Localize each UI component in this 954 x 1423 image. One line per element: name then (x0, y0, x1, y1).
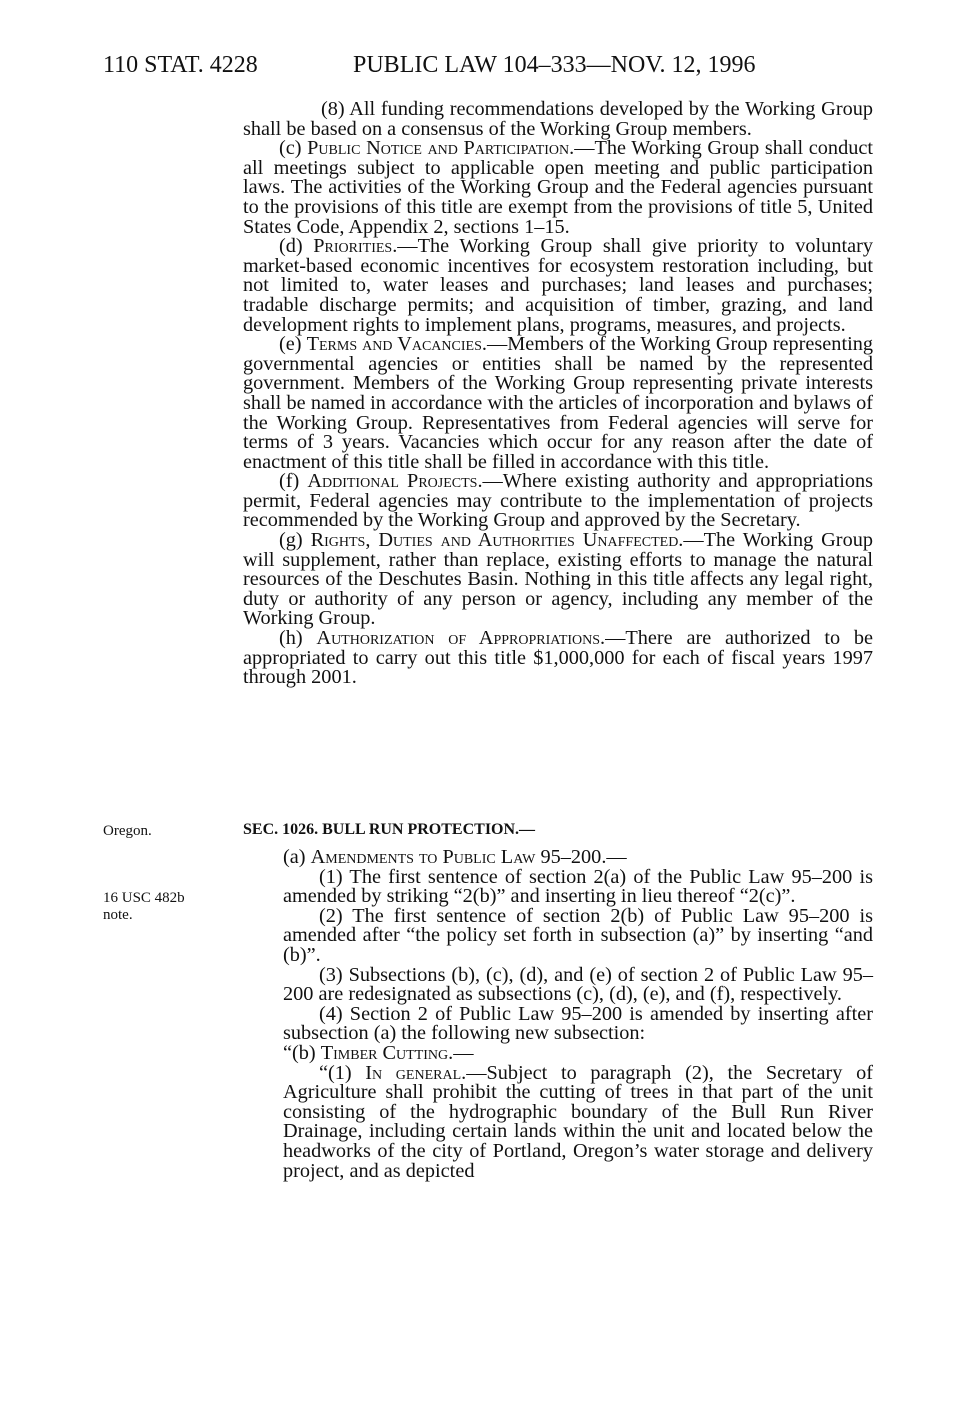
quoted-paragraph-1-title: In general. (365, 1061, 467, 1084)
paragraph-a2: (2) The first sentence of section 2(b) of Public Law 95–200 is amended after “the policy set forth in subsection (a)” by inserting “and (b)”. (283, 904, 873, 966)
subsection-f: (f) Additional Projects.—Where existing authority and appropriations permit, Federal agencies may contribute to the implementation of projects recommended by the Working Group and approved by the Secretary. (243, 470, 873, 532)
stat-page-number: 110 STAT. 4228 (103, 52, 258, 78)
subsection-a: (a) Amendments to Public Law 95–200.— (283, 846, 627, 868)
section-1026-heading: SEC. 1026. BULL RUN PROTECTION.— (243, 821, 536, 838)
public-law-citation: PUBLIC LAW 104–333—NOV. 12, 1996 (353, 52, 756, 78)
subsection-f-title: Additional Projects. (307, 470, 483, 493)
subsection-a-title: Amendments to Public Law 95–200. (310, 846, 607, 868)
subsection-c: (c) Public Notice and Participation.—The Working Group shall conduct all meetings subject to applicable open meeting and public participation laws. The activities of the Working Group and the Federal agencies pursuant to the provisions of this title are exempt from the provisions of title 5, United States Code, Appendix 2, sections 1–15. (243, 137, 873, 238)
page-header (103, 52, 883, 86)
paragraph-8: (8) All funding recommendations developed by the Working Group shall be based on a consensus of the Working Group members. (243, 98, 873, 140)
margin-note-oregon: Oregon. (103, 823, 152, 839)
quoted-subsection-b-title: Timber Cutting. (320, 1041, 454, 1064)
paragraph-a1: (1) The first sentence of section 2(a) of the Public Law 95–200 is amended by striking “2(b)” and inserting in lieu thereof “2(c)”. (283, 865, 873, 908)
paragraph-a3: (3) Subsections (b), (c), (d), and (e) of section 2 of Public Law 95–200 are redesignated as subsections (c), (d), (e), and (f), respectively. (283, 963, 873, 1006)
subsection-e-title: Terms and Vacancies. (306, 333, 487, 356)
main-text-block (243, 100, 873, 688)
section-1026-text (283, 848, 873, 1181)
subsection-e: (e) Terms and Vacancies.—Members of the Working Group representing governmental agencies or entities shall be named by the represented government. Members of the Working Group representing private interests shall be named in accordance with the articles of incorporation and bylaws of the Working Group. Representatives from Federal agencies will serve for terms of 3 years. Vacancies which occur for any reason after the date of enactment of this title shall be filled in accordance with this title. (243, 333, 874, 473)
subsection-h: (h) Authorization of Appropriations.—There are authorized to be appropriated to carry out this title $1,000,000 for each of fiscal years 1997 through 2001. (243, 627, 874, 689)
subsection-d: (d) Priorities.—The Working Group shall give priority to voluntary market-based economic incentives for ecosystem restoration including, but not limited to, water leases and purchases; land leases and purchases; tradable discharge permits; and acquisition of timber, grazing, and land development rights to implement plans, programs, measures, and projects. (243, 235, 873, 336)
subsection-d-title: Priorities. (313, 235, 398, 258)
subsection-h-title: Authorization of Appropriations. (316, 627, 606, 650)
paragraph-a4: (4) Section 2 of Public Law 95–200 is amended by inserting after subsection (a) the following new subsection: (283, 1002, 873, 1045)
subsection-g-title: Rights, Duties and Authorities Unaffected. (310, 529, 684, 552)
subsection-g: (g) Rights, Duties and Authorities Unaffected.—The Working Group will supplement, rather than replace, existing efforts to manage the natural resources of the Deschutes Basin. Nothing in this title affects any legal right, duty or authority of any person or agency, including any member of the Working Group. (243, 529, 873, 630)
quoted-subsection-b: “(b) Timber Cutting.— (283, 1041, 474, 1064)
subsection-c-title: Public Notice and Participation. (307, 137, 575, 160)
quoted-paragraph-1: “(1) In general.—Subject to paragraph (2), the Secretary of Agriculture shall prohibit the cutting of trees in that part of the unit consisting of the hydrographic boundary of the Bull Run River Drainage, including certain lands within the unit and located below the headworks of the city of Portland, Oregon’s water storage and delivery project, and as depicted (283, 1061, 873, 1182)
margin-note-usc: 16 USC 482b note. (103, 890, 185, 923)
